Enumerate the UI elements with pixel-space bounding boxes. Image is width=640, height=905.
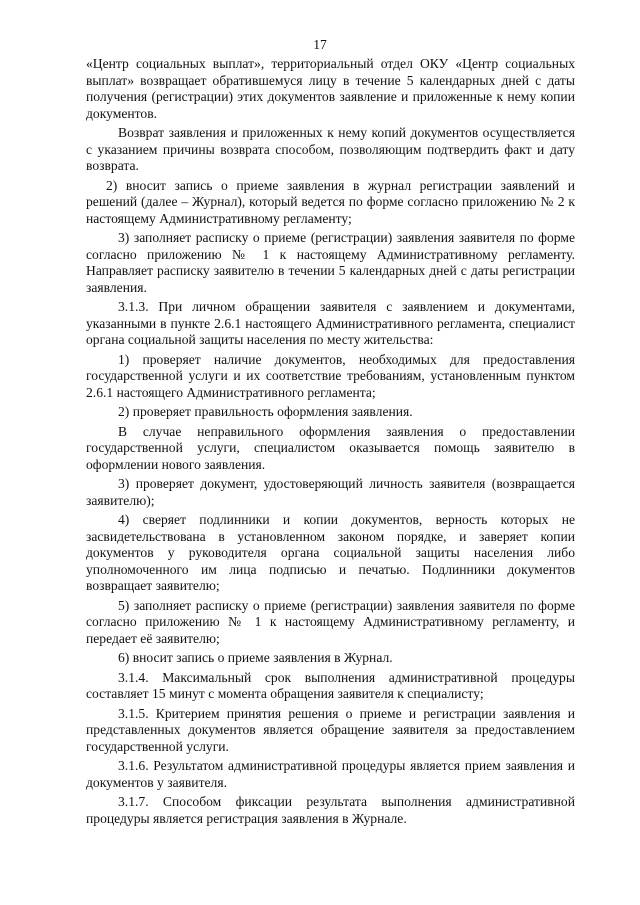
paragraph-check-documents: 1) проверяет наличие документов, необходимых для предоставления государственной услуги и их соответствие требованиям, установленным пунктом 2.6.1 настоящего Административного регламента; (86, 351, 575, 400)
paragraph-3-1-4: 3.1.4. Максимальный срок выполнения административной процедуры составляет 15 минут с момента обращения заявителя к специалисту; (86, 669, 575, 701)
paragraph-3-1-7: 3.1.7. Способом фиксации результата выполнения административной процедуры является регистрация заявления в Журнале. (86, 794, 575, 826)
paragraph-3-1-3: 3.1.3. При личном обращении заявителя с заявлением и документами, указанными в пункте 2.6.1 настоящего Административного регламента, специалист органа социальной защиты населения по месту жительства: (86, 299, 575, 347)
paragraph-fill-receipt: 5) заполняет расписку о приеме (регистрации) заявления заявителя по форме согласно приложению № 1 к настоящему Административному регламенту, и передает её заявителю; (86, 597, 575, 646)
paragraph-return-method: Возврат заявления и приложенных к нему копий документов осуществляется с указанием причины возврата способом, позволяющим подтвердить факт и дату возврата. (86, 125, 575, 173)
page-number: 17 (313, 37, 327, 52)
paragraph-incorrect-form: В случае неправильного оформления заявления о предоставлении государственной услуги, специалистом оказывается помощь заявителю в оформлении нового заявления. (86, 423, 575, 472)
paragraph-3-1-5: 3.1.5. Критерием принятия решения о приеме и регистрации заявления и представленных документов является обращение заявителя за предоставлением государственной услуги. (86, 705, 575, 754)
paragraph-check-identity: 3) проверяет документ, удостоверяющий личность заявителя (возвращается заявителю); (86, 476, 575, 508)
paragraph-receipt: 3) заполняет расписку о приеме (регистрации) заявления заявителя по форме согласно приложению № 1 к настоящему Административному регламенту. Направляет расписку заявителю в течении 5 календарных дней с даты регистрации заявления. (86, 230, 575, 295)
paragraph-3-1-6: 3.1.6. Результатом административной процедуры является прием заявления и документов у заявителя. (86, 758, 575, 790)
paragraph-check-form: 2) проверяет правильность оформления заявления. (118, 404, 413, 419)
paragraph-journal-record: 6) вносит запись о приеме заявления в Журнал. (118, 650, 393, 665)
paragraph-return-of-documents: «Центр социальных выплат», территориальный отдел ОКУ «Центр социальных выплат» возвращает обратившемуся лицу в течение 5 календарных дней с даты получения (регистрации) этих документов заявление и приложенные к нему копии документов. (86, 56, 575, 121)
paragraph-verify-copies: 4) сверяет подлинники и копии документов, верность которых не засвидетельствована в установленном законом порядке, и заверяет копии документов у руководителя органа социальной защиты населения либо уполномоченного им лица подписью и печатью. Подлинники документов возвращает заявителю; (86, 512, 575, 593)
paragraph-journal-entry: 2) вносит запись о приеме заявления в журнал регистрации заявлений и решений (далее – Журнал), который ведется по форме согласно приложению № 2 к настоящему Административному регламенту; (86, 177, 575, 226)
document-body (86, 56, 575, 830)
